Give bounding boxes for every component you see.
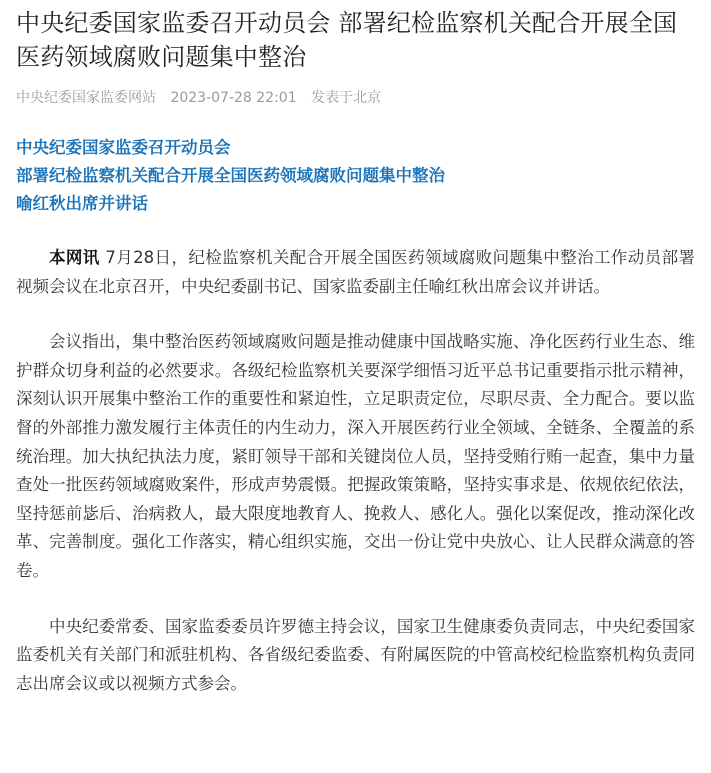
highlight-line-1: 中央纪委国家监委召开动员会 <box>16 138 231 157</box>
paragraph-text: 会议指出，集中整治医药领域腐败问题是推动健康中国战略实施、净化医药行业生态、维护群众切身利益的必然要求。各级纪检监察机关要深学细悟习近平总书记重要指示批示精神，深刻认识开展集中整治工作的重要性和紧迫性，立足职责定位，尽职尽责、全力配合。要以监督的外部推力激发履行主体责任的内生动力，深入开展医药行业全领域、全链条、全覆盖的系统治理。加大执纪执法力度，紧盯领导干部和关键岗位人员，坚持受贿行贿一起查，集中力量查处一批医药领域腐败案件，形成声势震慑。把握政策策略，坚持实事求是、依规依纪依法，坚持惩前毖后、治病救人，最大限度地教育人、挽救人、感化人。强化以案促改，推动深化改革、完善制度。强化工作落实，精心组织实施，交出一份让党中央放心、让人民群众满意的答卷。 <box>16 332 695 580</box>
highlight-line-2: 部署纪检监察机关配合开展全国医药领域腐败问题集中整治 <box>16 166 445 185</box>
article-highlight <box>16 134 695 218</box>
highlight-line-3: 喻红秋出席并讲话 <box>16 194 148 213</box>
paragraph-lead: 本网讯 <box>49 248 100 267</box>
article-title: 中央纪委国家监委召开动员会 部署纪检监察机关配合开展全国医药领域腐败问题集中整治 <box>16 9 678 71</box>
paragraph-3 <box>16 613 695 699</box>
article-source[interactable]: 中央纪委国家监委网站 <box>16 90 156 106</box>
paragraph-2 <box>16 328 695 585</box>
paragraph-text: 7月28日，纪检监察机关配合开展全国医药领域腐败问题集中整治工作动员部署视频会议在北京召开，中央纪委副书记、国家监委副主任喻红秋出席会议并讲话。 <box>16 248 696 296</box>
article-location: 发表于北京 <box>311 90 382 106</box>
paragraph-text: 中央纪委常委、国家监委委员许罗德主持会议，国家卫生健康委负责同志，中央纪委国家监委机关有关部门和派驻机构、各省级纪委监委、有附属医院的中管高校纪检监察机构负责同志出席会议或以视频方式参会。 <box>16 616 695 693</box>
article-time: 2023-07-28 22:01 <box>170 90 297 106</box>
article-body <box>16 244 695 698</box>
paragraph-1 <box>16 244 695 301</box>
article-meta <box>16 88 695 108</box>
